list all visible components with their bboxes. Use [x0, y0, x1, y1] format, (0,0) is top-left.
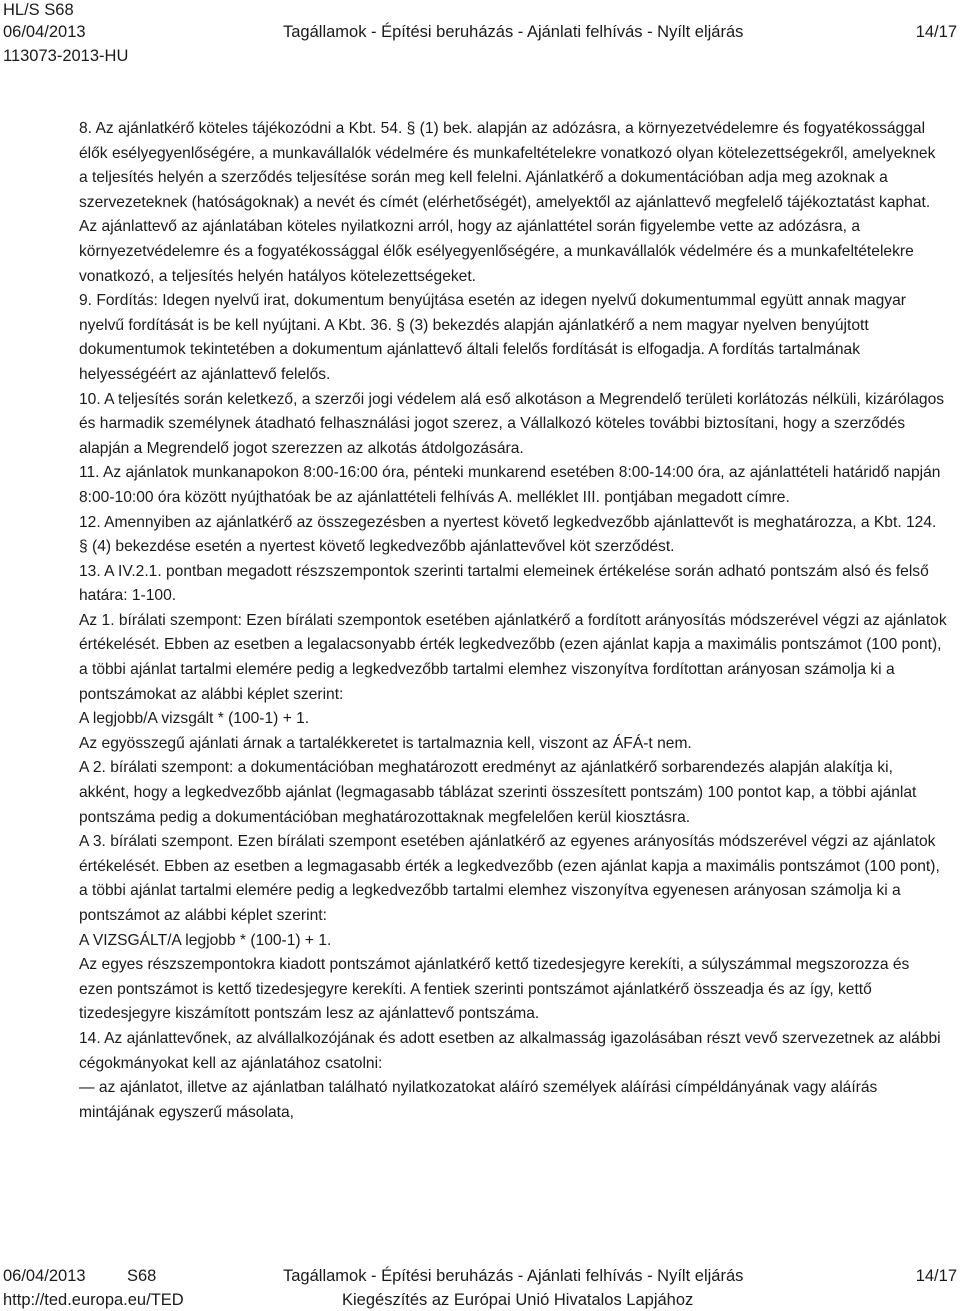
document-body [79, 117, 947, 1125]
footer-supplement: Kiegészítés az Európai Unió Hivatalos Lapjához [342, 1291, 694, 1309]
paragraph-13: 13. A IV.2.1. pontban megadott részszempontok szerinti tartalmi elemeinek értékelése során adható pontszám alsó és felső határa: 1-100. [79, 562, 929, 605]
criterion-2-text: A 2. bírálati szempont: a dokumentációban meghatározott eredményt az ajánlatkérő sorbarendezés alapján alakítja ki, akként, hogy a legkedvezőbb ajánlat (legmagasabb táblázat szerinti összesített pontszám) 100 pontot kap, a többi ajánlat pontszáma pedig a dokumentációban meghatározottaknak megfelelően kerül kiosztásra. [79, 759, 917, 826]
header-journal: HL/S S68 [3, 1, 74, 19]
list-item-signature-copy: — az ajánlatot, illetve az ajánlatban található nyilatkozatokat aláíró személyek aláírási címpéldányának vagy aláírás mintájának egyszerű másolata, [79, 1079, 878, 1121]
header-date: 06/04/2013 [3, 23, 86, 41]
paragraph-14: 14. Az ajánlattevőnek, az alvállalkozójának és adott esetben az alkalmasság igazolásában részt vevő szervezetnek az alábbi cégokmányokat kell az ajánlatához csatolni: [79, 1029, 941, 1072]
scoring-rounding-text: Az egyes részszempontokra kiadott pontszámot ajánlatkérő kettő tizedesjegyre kerekíti, a súlyszámmal megszorozza és ezen pontszámot is kettő tizedesjegyre kerekíti. A fentiek szerinti pontszámot ajánlatkérő összeadja és az így, kettő tizedesjegyre kiszámított pontszám lesz az ajánlattevő pontszáma. [79, 956, 910, 1023]
paragraph-10: 10. A teljesítés során keletkező, a szerzői jogi védelem alá eső alkotáson a Megrendelő területi korlátozás nélküli, kizárólagos és harmadik személynek átadható felhasználási jogot szerez, a Vállalkozó köteles további biztosítani, hogy a szerződés alapján a Megrendelő jogot szerezzen az alkotás átdolgozására. [79, 390, 945, 457]
header-doc-id: 113073-2013-HU [3, 47, 129, 65]
criterion-1-note: Az egyösszegű ajánlati árnak a tartalékkeretet is tartalmaznia kell, viszont az ÁFÁ-t nem. [79, 734, 692, 752]
footer-date: 06/04/2013 [3, 1267, 86, 1285]
header-page-number: 14/17 [915, 23, 957, 41]
paragraph-9: 9. Fordítás: Idegen nyelvű irat, dokumentum benyújtása esetén az idegen nyelvű dokumentummal együtt annak magyar nyelvű fordítását is be kell nyújtani. A Kbt. 36. § (3) bekezdés alapján ajánlatkérő a nem magyar nyelven benyújtott dokumentumok tekintetében a dokumentum ajánlattevő általi felelős fordítását is elfogadja. A fordítás tartalmának helyességéért az ajánlattevő felelős. [79, 292, 906, 383]
criterion-3-text: A 3. bírálati szempont. Ezen bírálati szempont esetében ajánlatkérő az egyenes arányosítás módszerével végzi az ajánlatok értékelését. Ebben az esetben a legmagasabb érték a legkedvezőbb (ezen ajánlat kapja a maximális pontszámot (100 pont), a többi ajánlat tartalmi elemére pedig a legkedvezőbb tartalmi elemhez viszonyítva egyenesen arányosan számolja ki a pontszámot az alábbi képlet szerint: [79, 833, 940, 924]
criterion-1-formula: A legjobb/A vizsgált * (100-1) + 1. [79, 710, 310, 728]
criterion-3-formula: A VIZSGÁLT/A legjobb * (100-1) + 1. [79, 931, 332, 949]
footer-title: Tagállamok - Építési beruházás - Ajánlati felhívás - Nyílt eljárás [283, 1267, 744, 1285]
paragraph-8: 8. Az ajánlatkérő köteles tájékozódni a Kbt. 54. § (1) bek. alapján az adózásra, a környezetvédelemre és fogyatékossággal élők esélyegyenlőségére, a munkavállalók védelmére és munkafeltételekre vonatkozó olyan kötelezettségekről, amelyeknek a teljesítés helyén a szerződés teljesítése során meg kell felelni. Ajánlatkérő a dokumentációban adja meg azoknak a szervezeteknek (hatóságoknak) a nevét és címét (elérhetőségét), amelyektől az ajánlattevő megfelelő tájékoztatást kaphat. Az ajánlattevő az ajánlatában köteles nyilatkozni arról, hogy az ajánlattétel során figyelembe vette az adózásra, a környezetvédelemre és a fogyatékossággal élők esélyegyenlőségére, a munkavállalók védelmére és a munkafeltételekre vonatkozó, a teljesítés helyén hatályos kötelezettségeket. [79, 120, 936, 285]
criterion-1-text: Az 1. bírálati szempont: Ezen bírálati szempontok esetében ajánlatkérő a fordított arányosítás módszerével végzi az ajánlatok értékelését. Ebben az esetben a legalacsonyabb érték legkedvezőbb (ezen ajánlat kapja a maximális pontszámot (100 pont), a többi ajánlat tartalmi elemére pedig a legkedvezőbb tartalmi elemhez viszonyítva fordítottan arányosan számolja ki a pontszámokat az alábbi képlet szerint: [79, 611, 947, 703]
footer-journal-short: S68 [127, 1267, 157, 1285]
footer-url[interactable]: http://ted.europa.eu/TED [3, 1291, 184, 1309]
header-title: Tagállamok - Építési beruházás - Ajánlati felhívás - Nyílt eljárás [283, 23, 744, 41]
paragraph-12: 12. Amennyiben az ajánlatkérő az összegezésben a nyertest követő legkedvezőbb ajánlattevőt is meghatározza, a Kbt. 124. § (4) bekezdése esetén a nyertest követő legkedvezőbb ajánlattevővel köt szerződést. [79, 513, 937, 556]
paragraph-11: 11. Az ajánlatok munkanapokon 8:00-16:00 óra, pénteki munkarend esetében 8:00-14:00 óra, az ajánlattételi határidő napján 8:00-10:00 óra között nyújthatóak be az ajánlattételi felhívás A. melléklet III. pontjában megadott címre. [79, 464, 941, 506]
footer-page-number: 14/17 [915, 1267, 957, 1285]
